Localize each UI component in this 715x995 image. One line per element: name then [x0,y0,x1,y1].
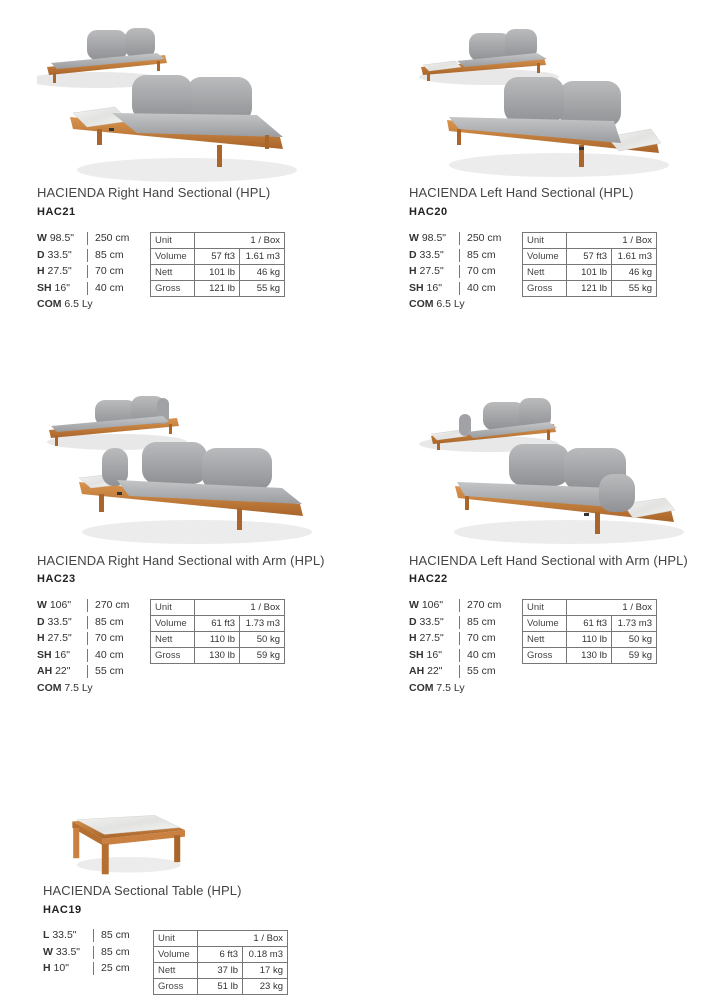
table-row: Volume 6 ft3 0.18 m3 [154,947,288,963]
table-row: Unit 1 / Box [523,600,657,616]
packaging-table [153,930,288,995]
dimension-row: SH 16" 40 cm [409,648,496,661]
table-row: Nett 37 lb 17 kg [154,963,288,979]
dimension-row: D 33.5" 85 cm [409,248,496,261]
dimension-row: W 98.5" 250 cm [409,232,502,244]
hac23-product-image [37,392,337,567]
packaging-table [150,232,285,297]
table-row: Volume 57 ft3 1.61 m3 [151,249,285,265]
com-row: COM 6.5 Ly [37,298,93,311]
hac20-product-image [409,25,709,200]
product-title: HACIENDA Right Hand Sectional with Arm (HPL) [37,553,325,568]
table-row: Nett 101 lb 46 kg [151,265,285,281]
hac22-product-image [409,392,709,567]
product-title: HACIENDA Right Hand Sectional (HPL) [37,185,271,200]
dimension-row: L 33.5" 85 cm [43,929,130,941]
dimension-row: D 33.5" 85 cm [409,615,496,628]
product-code: HAC19 [43,904,82,916]
packaging-table [150,599,285,664]
com-row: COM 7.5 Ly [37,681,93,694]
product-code: HAC22 [409,573,448,585]
product-hac22 [409,392,715,702]
table-row: Volume 57 ft3 1.61 m3 [523,249,657,265]
dimension-row: H 27.5" 70 cm [37,265,124,278]
hac21-product-image [37,25,337,200]
table-row: Unit 1 / Box [523,233,657,249]
hac19-product-image [68,804,198,880]
table-row: Gross 121 lb 55 kg [151,281,285,297]
table-row: Gross 130 lb 59 kg [523,648,657,664]
table-row: Gross 130 lb 59 kg [151,648,285,664]
dimensions-list [37,230,130,312]
product-code: HAC20 [409,206,448,218]
dimension-row: D 33.5" 85 cm [37,248,124,261]
table-row: Unit 1 / Box [151,600,285,616]
product-title: HACIENDA Left Hand Sectional with Arm (HPL) [409,553,688,568]
table-row: Gross 51 lb 23 kg [154,979,288,995]
product-hac21 [37,25,357,325]
dimension-row: H 27.5" 70 cm [409,632,496,645]
dimensions-list [409,230,502,312]
dimension-row: D 33.5" 85 cm [37,615,124,628]
dimensions-list [37,597,130,696]
dimension-row: W 98.5" 250 cm [37,232,130,244]
packaging-table [522,599,657,664]
com-row: COM 7.5 Ly [409,681,465,694]
product-title: HACIENDA Sectional Table (HPL) [43,883,242,898]
table-row: Gross 121 lb 55 kg [523,281,657,297]
product-code: HAC23 [37,573,76,585]
product-hac20 [409,25,715,325]
packaging-table [522,232,657,297]
table-row: Nett 110 lb 50 kg [523,632,657,648]
dimension-row: SH 16" 40 cm [37,281,124,294]
dimension-row: AH 22" 55 cm [37,665,124,678]
dimensions-list [409,597,502,696]
com-row: COM 6.5 Ly [409,298,465,311]
table-row: Unit 1 / Box [151,233,285,249]
table-row: Unit 1 / Box [154,931,288,947]
dimension-row: SH 16" 40 cm [409,281,496,294]
dimension-row: H 27.5" 70 cm [37,632,124,645]
dimension-row: W 106" 270 cm [409,599,502,611]
product-title: HACIENDA Left Hand Sectional (HPL) [409,185,634,200]
dimension-row: AH 22" 55 cm [409,665,496,678]
table-row: Volume 61 ft3 1.73 m3 [151,616,285,632]
dimensions-list [43,927,130,977]
dimension-row: W 33.5" 85 cm [43,945,130,958]
table-row: Nett 101 lb 46 kg [523,265,657,281]
table-row: Nett 110 lb 50 kg [151,632,285,648]
dimension-row: H 27.5" 70 cm [409,265,496,278]
dimension-row: SH 16" 40 cm [37,648,124,661]
product-hac23 [37,392,357,702]
dimension-row: W 106" 270 cm [37,599,130,611]
dimension-row: H 10" 25 cm [43,962,130,975]
table-row: Volume 61 ft3 1.73 m3 [523,616,657,632]
product-hac19 [43,796,363,995]
product-code: HAC21 [37,206,76,218]
